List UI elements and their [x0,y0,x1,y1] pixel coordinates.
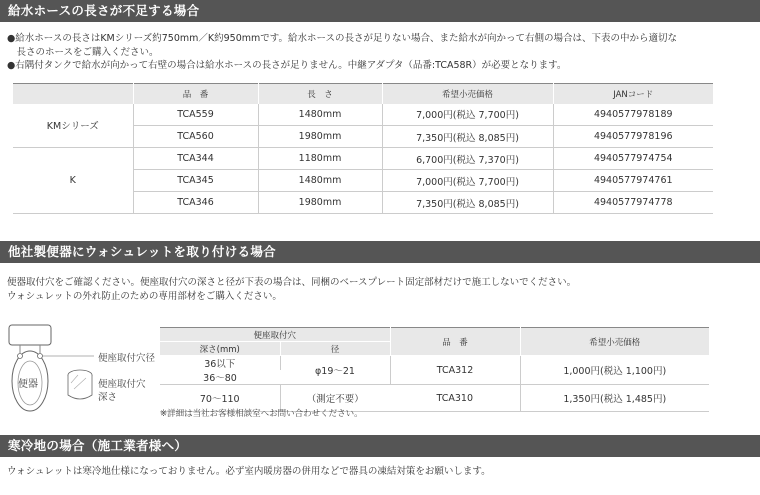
length-cell: 1480mm [258,170,382,192]
jan-cell: 4940577978196 [553,126,713,148]
footnote: ※詳細は当社お客様相談室へお問い合わせください。 [160,409,363,419]
length-cell: 1480mm [258,104,382,126]
header-mount-hole: 便座取付穴 [160,328,390,342]
part-cell: TCA559 [133,104,258,126]
table-header-row [160,328,709,342]
series-cell: K [13,148,133,214]
hole-depth-label-1: 便座取付穴 [98,379,146,390]
price-cell: 1,000円(税込 1,100円) [520,356,709,385]
hole-depth-label-2: 深さ [98,392,118,403]
header-price: 希望小売価格 [520,328,709,356]
other-toilet-note-2: ウォシュレットの外れ防止のための専用部材をご購入ください。 [7,290,282,302]
part-cell: TCA312 [390,356,520,385]
part-cell: TCA310 [390,385,520,412]
section-header-other-toilet: 他社製便器にウォシュレットを取り付ける場合 [0,241,760,263]
jan-cell: 4940577974761 [553,170,713,192]
hose-table [13,83,713,214]
bowl-label: 便器 [18,379,38,390]
price-cell: 1,350円(税込 1,485円) [520,385,709,412]
header-part: 品 番 [133,84,258,104]
other-toilet-note-1: 便器取付穴をご確認ください。便座取付穴の深さと径が下表の場合は、同梱のベースプレート固定部材だけで施工しないでください。 [7,277,577,288]
price-cell: 7,000円(税込 7,700円) [382,104,553,126]
jan-cell: 4940577978189 [553,104,713,126]
jan-cell: 4940577974754 [553,148,713,170]
diameter-cell: （測定不要） [280,385,390,412]
header-part: 品 番 [390,328,520,356]
jan-cell: 4940577974778 [553,192,713,214]
hose-note-1: ●給水ホースの長さはKMシリーズ約750mm／K約950mmです。給水ホースの長さが足りない場合、また給水が向かって右側の場合は、下表の中から適切な [7,33,678,44]
length-cell: 1980mm [258,126,382,148]
hole-diameter-label: 便座取付穴径 [98,353,156,364]
other-toilet-notes [7,276,757,303]
depth-cell: 36〜80 [160,370,280,385]
header-jan: JANコード [553,84,713,104]
hose-notes [7,32,757,73]
diameter-cell: φ19〜21 [280,356,390,385]
series-cell: KMシリーズ [13,104,133,148]
price-cell: 7,350円(税込 8,085円) [382,192,553,214]
table-row [13,104,713,126]
part-cell: TCA345 [133,170,258,192]
part-cell: TCA346 [133,192,258,214]
table-row [13,148,713,170]
table-row [160,356,709,371]
depth-cell: 36以下 [160,356,280,371]
part-cell: TCA560 [133,126,258,148]
length-cell: 1180mm [258,148,382,170]
toilet-illustration [6,323,156,413]
hose-note-2: 長さのホースをご購入ください。 [7,46,159,58]
header-series [13,84,133,104]
header-diameter: 径 [280,342,390,356]
part-cell: TCA344 [133,148,258,170]
header-depth: 深さ(mm) [160,342,280,356]
price-cell: 7,350円(税込 8,085円) [382,126,553,148]
section-header-cold-region: 寒冷地の場合（施工業者様へ） [0,435,760,457]
hose-note-3: ●右隅付タンクで給水が向かって右壁の場合は給水ホースの長さが足りません。中継アダプタ（品番:TCA58R）が必要となります。 [7,60,567,71]
price-cell: 7,000円(税込 7,700円) [382,170,553,192]
length-cell: 1980mm [258,192,382,214]
header-length: 長 さ [258,84,382,104]
toilet-diagram [6,323,156,413]
depth-cell: 70〜110 [160,385,280,412]
table-header-row [13,84,713,104]
price-cell: 6,700円(税込 7,370円) [382,148,553,170]
cold-region-note: ウォシュレットは寒冷地仕様になっておりません。必ず室内暖房器の併用などで器具の凍結対策をお願いします。 [7,466,491,477]
header-price: 希望小売価格 [382,84,553,104]
mount-hole-table [160,327,709,412]
section-header-hose: 給水ホースの長さが不足する場合 [0,0,760,22]
